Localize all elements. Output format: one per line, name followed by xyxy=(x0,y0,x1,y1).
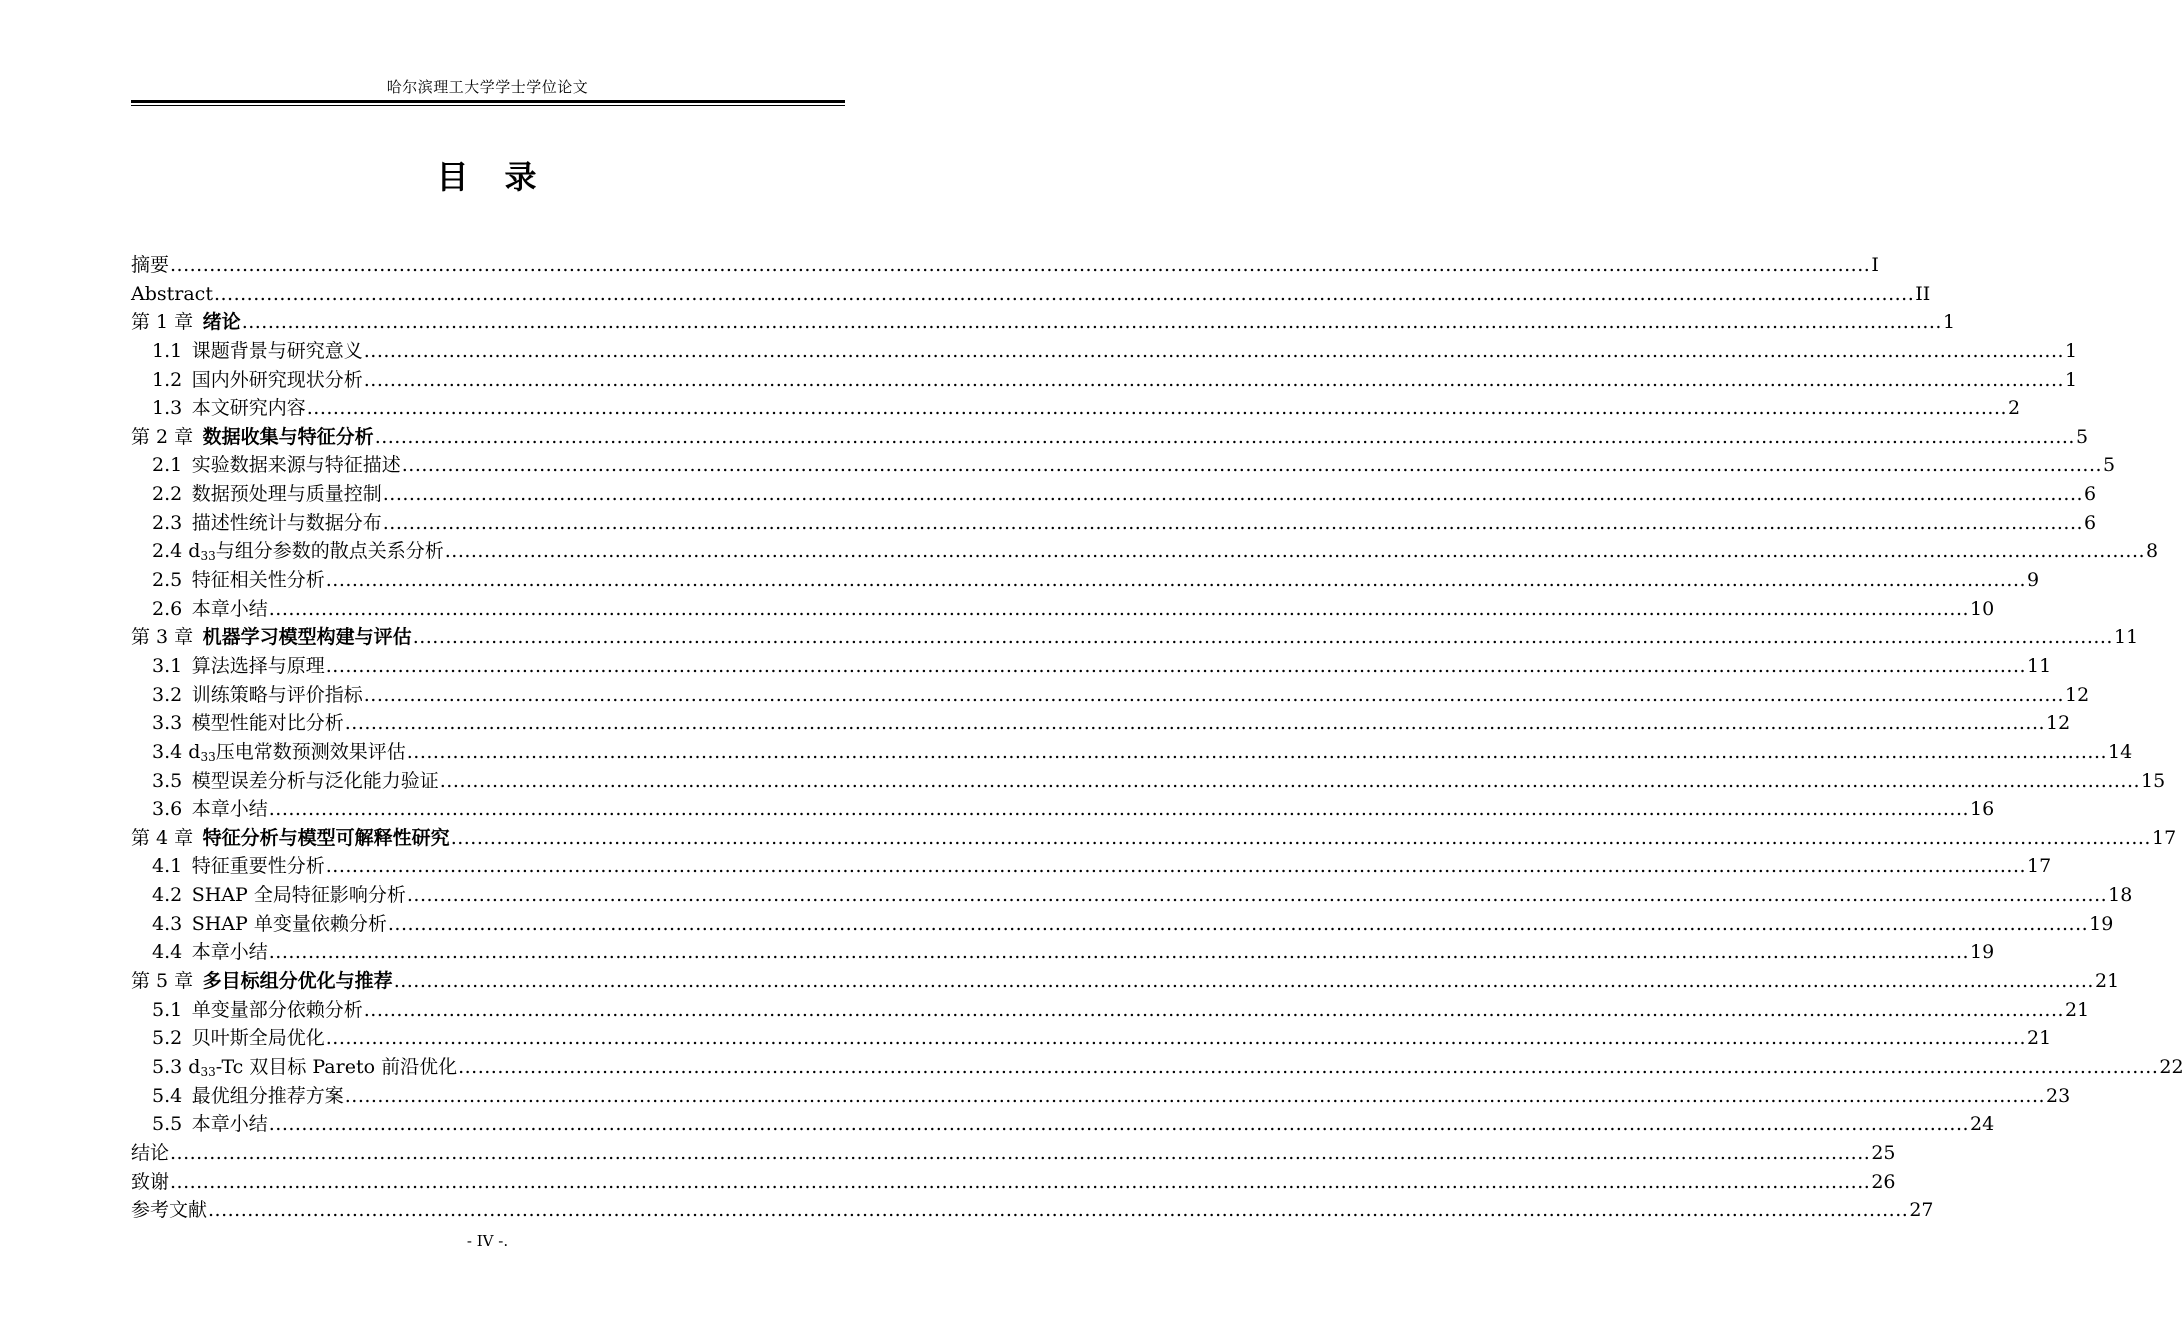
toc-entry-label xyxy=(152,938,268,967)
toc-leader-dots: .................................................................................................................................................................................................................................................................... xyxy=(268,1113,1970,1136)
toc-entry-text: 致谢 xyxy=(131,1170,170,1193)
toc-entry-title xyxy=(192,397,306,419)
toc-entry-text: 绪论 xyxy=(202,311,241,334)
toc-entry-title xyxy=(203,827,450,849)
toc-leader-dots: .................................................................................................................................................................................................................................................................... xyxy=(382,483,2084,506)
toc-entry-page: 5 xyxy=(2075,425,2089,448)
toc-entry-text: 多目标组分优化与推荐 xyxy=(202,970,393,993)
toc-entry-title xyxy=(192,855,325,877)
toc-entry-chapter[interactable] xyxy=(131,308,1956,337)
toc-entry-number: 第 5 章 xyxy=(131,970,194,993)
toc-leader-dots: .................................................................................................................................................................................................................................................................... xyxy=(268,597,1970,620)
toc-entry-text: -Tc 双目标 Pareto 前沿优化 xyxy=(215,1055,458,1078)
toc-entry-section[interactable] xyxy=(131,795,1995,824)
toc-entry-title xyxy=(192,684,363,706)
toc-entry-title xyxy=(203,311,241,333)
toc-entry-page: 22 xyxy=(2159,1055,2184,1078)
toc-entry-title xyxy=(192,340,363,362)
toc-entry-text: 训练策略与评价指标 xyxy=(191,683,363,706)
toc-entry-chapter[interactable] xyxy=(131,280,1931,309)
toc-entry-text: 模型误差分析与泛化能力验证 xyxy=(191,769,439,792)
toc-entry-title xyxy=(131,283,213,305)
toc-entry-subscript: 33 xyxy=(200,549,216,564)
toc-entry-title xyxy=(192,655,325,677)
toc-entry-section[interactable] xyxy=(131,938,1995,967)
toc-entry-chapter[interactable] xyxy=(131,623,2139,652)
toc-entry-number: 1.1 xyxy=(152,339,183,362)
toc-entry-label xyxy=(152,652,325,681)
toc-entry-label xyxy=(131,1139,169,1168)
toc-entry-section[interactable] xyxy=(131,852,2052,881)
toc-entry-page: 25 xyxy=(1871,1141,1896,1164)
toc-entry-text: 参考文献 xyxy=(131,1199,208,1222)
toc-entry-section[interactable] xyxy=(131,366,2078,395)
toc-entry-text: 最优组分推荐方案 xyxy=(191,1084,344,1107)
toc-leader-dots: .................................................................................................................................................................................................................................................................... xyxy=(450,826,2151,849)
toc-entry-section[interactable] xyxy=(131,681,2090,710)
toc-entry-page: 14 xyxy=(2108,740,2133,763)
toc-entry-number: 2.6 xyxy=(152,597,183,620)
toc-leader-dots: .................................................................................................................................................................................................................................................................... xyxy=(393,970,2094,993)
toc-entry-text: 数据预处理与质量控制 xyxy=(191,483,382,506)
toc-entry-title xyxy=(192,483,382,505)
toc-leader-dots: .................................................................................................................................................................................................................................................................... xyxy=(382,511,2084,534)
toc-entry-title xyxy=(192,454,401,476)
toc-entry-symbol: d xyxy=(188,1055,201,1078)
toc-entry-number: 4.3 xyxy=(152,912,183,935)
toc-entry-text: 单变量部分依赖分析 xyxy=(191,998,363,1021)
toc-entry-section[interactable] xyxy=(131,709,2071,738)
toc-entry-label xyxy=(152,795,268,824)
toc-entry-chapter[interactable] xyxy=(131,1196,1934,1225)
toc-leader-dots: .................................................................................................................................................................................................................................................................... xyxy=(439,769,2141,792)
toc-leader-dots: .................................................................................................................................................................................................................................................................... xyxy=(406,740,2108,763)
toc-entry-number: 2.3 xyxy=(152,511,183,534)
table-of-contents xyxy=(131,251,2184,1225)
toc-entry-page: 16 xyxy=(1970,798,1995,821)
toc-leader-dots: .................................................................................................................................................................................................................................................................... xyxy=(363,339,2065,362)
toc-leader-dots: .................................................................................................................................................................................................................................................................... xyxy=(325,654,2027,677)
toc-entry-title xyxy=(192,1113,268,1135)
toc-entry-label xyxy=(152,996,363,1025)
toc-leader-dots: .................................................................................................................................................................................................................................................................... xyxy=(325,855,2027,878)
toc-entry-text: 与组分参数的散点关系分析 xyxy=(215,540,444,563)
toc-entry-section[interactable] xyxy=(131,738,2133,767)
toc-entry-label xyxy=(131,280,213,309)
toc-entry-page: 18 xyxy=(2108,884,2133,907)
toc-entry-text: 描述性统计与数据分布 xyxy=(191,511,382,534)
header-rule-thick xyxy=(131,100,845,103)
toc-entry-page: 6 xyxy=(2084,511,2097,534)
toc-entry-page: 17 xyxy=(2027,855,2052,878)
toc-entry-text: 国内外研究现状分析 xyxy=(191,368,363,391)
toc-entry-page: 19 xyxy=(1970,941,1995,964)
toc-entry-title xyxy=(188,1056,457,1078)
toc-entry-text: 数据收集与特征分析 xyxy=(202,425,374,448)
toc-leader-dots: .................................................................................................................................................................................................................................................................... xyxy=(170,1170,1871,1193)
toc-entry-title xyxy=(192,598,268,620)
toc-entry-number: 3.6 xyxy=(152,798,183,821)
toc-entry-symbol: d xyxy=(188,540,201,563)
header-rule-thin xyxy=(131,105,845,106)
toc-entry-page: 21 xyxy=(2094,970,2120,993)
toc-entry-title xyxy=(188,741,405,763)
toc-entry-number: 第 1 章 xyxy=(131,311,194,334)
toc-entry-text: 本章小结 xyxy=(191,597,268,620)
toc-entry-label xyxy=(152,595,268,624)
toc-leader-dots: .................................................................................................................................................................................................................................................................... xyxy=(325,569,2027,592)
toc-entry-text: 模型性能对比分析 xyxy=(191,712,344,735)
toc-entry-number: 2.2 xyxy=(152,483,183,506)
toc-entry-title xyxy=(192,369,363,391)
toc-entry-page: 27 xyxy=(1909,1199,1934,1222)
toc-entry-label xyxy=(152,881,406,910)
toc-entry-title xyxy=(192,712,344,734)
toc-entry-title xyxy=(192,770,439,792)
toc-entry-text: 压电常数预测效果评估 xyxy=(215,740,406,763)
toc-entry-label xyxy=(131,623,412,652)
toc-entry-title xyxy=(192,1085,344,1107)
toc-entry-number: 2.4 xyxy=(152,540,183,563)
toc-entry-section[interactable] xyxy=(131,881,2133,910)
toc-entry-text: 特征相关性分析 xyxy=(191,569,325,592)
toc-leader-dots: .................................................................................................................................................................................................................................................................... xyxy=(268,798,1970,821)
toc-entry-section[interactable] xyxy=(131,480,2097,509)
toc-entry-label xyxy=(152,709,344,738)
toc-entry-label xyxy=(131,824,450,853)
toc-entry-title xyxy=(131,1199,207,1221)
toc-entry-page: 11 xyxy=(2113,626,2139,649)
toc-entry-subscript: 33 xyxy=(200,749,216,764)
toc-entry-number: 5.3 xyxy=(152,1055,183,1078)
toc-entry-text: 特征分析与模型可解释性研究 xyxy=(202,826,450,849)
toc-entry-title xyxy=(131,254,169,276)
toc-entry-page: 15 xyxy=(2141,769,2166,792)
toc-entry-text: 本章小结 xyxy=(191,798,268,821)
toc-entry-number: 4.1 xyxy=(152,855,183,878)
page-title xyxy=(0,152,975,198)
toc-entry-number: 3.4 xyxy=(152,740,183,763)
toc-entry-label xyxy=(152,1082,344,1111)
toc-entry-label xyxy=(152,394,306,423)
toc-entry-section[interactable] xyxy=(131,652,2052,681)
toc-entry-page: 2 xyxy=(2008,397,2021,420)
toc-leader-dots: .................................................................................................................................................................................................................................................................... xyxy=(406,884,2108,907)
toc-entry-label xyxy=(152,1024,325,1053)
toc-entry-title xyxy=(192,999,363,1021)
toc-entry-text: 贝叶斯全局优化 xyxy=(191,1027,325,1050)
toc-entry-title xyxy=(192,798,268,820)
toc-entry-page: 10 xyxy=(1970,597,1995,620)
toc-entry-label xyxy=(152,738,406,767)
toc-entry-symbol: d xyxy=(188,740,201,763)
toc-entry-page: 17 xyxy=(2151,826,2177,849)
toc-entry-label xyxy=(152,509,382,538)
toc-entry-page: 12 xyxy=(2065,683,2090,706)
toc-entry-section[interactable] xyxy=(131,394,2021,423)
toc-entry-chapter[interactable] xyxy=(131,824,2177,853)
toc-entry-text: 课题背景与研究意义 xyxy=(191,339,363,362)
toc-entry-page: 23 xyxy=(2046,1084,2071,1107)
toc-leader-dots: .................................................................................................................................................................................................................................................................... xyxy=(306,397,2008,420)
toc-leader-dots: .................................................................................................................................................................................................................................................................... xyxy=(325,1027,2027,1050)
toc-entry-text: Abstract xyxy=(131,282,213,305)
toc-entry-page: 1 xyxy=(1942,311,1956,334)
toc-entry-title xyxy=(203,970,393,992)
toc-entry-label xyxy=(131,423,374,452)
toc-entry-page: 21 xyxy=(2027,1027,2052,1050)
toc-entry-label xyxy=(152,480,382,509)
toc-entry-label xyxy=(152,537,444,566)
toc-entry-number: 第 3 章 xyxy=(131,626,194,649)
toc-entry-title xyxy=(192,884,406,906)
toc-leader-dots: .................................................................................................................................................................................................................................................................... xyxy=(374,425,2075,448)
toc-entry-number: 5.2 xyxy=(152,1027,183,1050)
toc-entry-chapter[interactable] xyxy=(131,1139,1896,1168)
toc-entry-page: I xyxy=(1871,254,1879,276)
toc-entry-section[interactable] xyxy=(131,566,2040,595)
toc-entry-title xyxy=(192,941,268,963)
toc-leader-dots: .................................................................................................................................................................................................................................................................... xyxy=(170,1141,1871,1164)
toc-entry-label xyxy=(152,767,439,796)
toc-entry-page: 24 xyxy=(1970,1113,1995,1136)
toc-leader-dots: .................................................................................................................................................................................................................................................................... xyxy=(170,254,1871,276)
toc-entry-page: 26 xyxy=(1871,1170,1896,1193)
toc-entry-chapter[interactable] xyxy=(131,1168,1896,1197)
toc-entry-page: 21 xyxy=(2065,998,2090,1021)
toc-entry-title xyxy=(131,1142,169,1164)
title-char-1: 目 xyxy=(436,158,471,196)
toc-entry-page: 1 xyxy=(2065,339,2078,362)
toc-entry-section[interactable] xyxy=(131,1024,2052,1053)
toc-entry-chapter[interactable] xyxy=(131,423,2089,452)
toc-entry-chapter[interactable] xyxy=(131,967,2120,996)
toc-entry-title xyxy=(192,512,382,534)
toc-entry-number: 4.4 xyxy=(152,941,183,964)
toc-entry-label xyxy=(152,852,325,881)
toc-entry-text: 本章小结 xyxy=(191,941,268,964)
toc-entry-text: 本章小结 xyxy=(191,1113,268,1136)
toc-leader-dots: .................................................................................................................................................................................................................................................................... xyxy=(458,1055,2159,1078)
toc-entry-subscript: 33 xyxy=(200,1064,216,1079)
toc-entry-text: 摘要 xyxy=(131,254,170,276)
toc-entry-section[interactable] xyxy=(131,595,1995,624)
toc-entry-label xyxy=(131,308,241,337)
toc-leader-dots: .................................................................................................................................................................................................................................................................... xyxy=(344,1084,2046,1107)
toc-entry-text: SHAP 全局特征影响分析 xyxy=(191,884,406,907)
toc-entry-page: II xyxy=(1915,282,1931,305)
toc-entry-title xyxy=(188,540,443,562)
toc-entry-text: SHAP 单变量依赖分析 xyxy=(191,912,387,935)
toc-entry-number: 3.3 xyxy=(152,712,183,735)
toc-entry-number: 4.2 xyxy=(152,884,183,907)
toc-entry-number: 5.1 xyxy=(152,998,183,1021)
toc-entry-page: 11 xyxy=(2027,654,2052,677)
toc-entry-number: 第 4 章 xyxy=(131,826,194,849)
toc-entry-label xyxy=(131,251,169,280)
toc-leader-dots: .................................................................................................................................................................................................................................................................... xyxy=(213,282,1915,305)
toc-entry-section[interactable] xyxy=(131,910,2114,939)
toc-entry-section[interactable] xyxy=(131,537,2159,566)
toc-entry-label xyxy=(152,910,387,939)
toc-entry-number: 3.2 xyxy=(152,683,183,706)
toc-leader-dots: .................................................................................................................................................................................................................................................................... xyxy=(412,626,2113,649)
running-header: 哈尔滨理工大学学士学位论文 xyxy=(386,78,589,96)
toc-entry-label xyxy=(131,1168,169,1197)
toc-leader-dots: .................................................................................................................................................................................................................................................................... xyxy=(363,368,2065,391)
toc-leader-dots: .................................................................................................................................................................................................................................................................... xyxy=(208,1199,1909,1222)
toc-entry-text: 特征重要性分析 xyxy=(191,855,325,878)
toc-leader-dots: .................................................................................................................................................................................................................................................................... xyxy=(363,683,2065,706)
toc-entry-number: 3.1 xyxy=(152,654,183,677)
toc-entry-text: 算法选择与原理 xyxy=(191,654,325,677)
toc-entry-section[interactable] xyxy=(131,1110,1995,1139)
toc-entry-label xyxy=(131,1196,207,1225)
toc-entry-page: 5 xyxy=(2103,454,2116,477)
toc-entry-label xyxy=(152,681,363,710)
toc-entry-page: 19 xyxy=(2089,912,2114,935)
title-char-2: 录 xyxy=(504,158,539,196)
toc-entry-label xyxy=(152,366,363,395)
toc-entry-text: 实验数据来源与特征描述 xyxy=(191,454,401,477)
toc-entry-label xyxy=(152,337,363,366)
toc-entry-label xyxy=(152,451,401,480)
toc-entry-title xyxy=(192,569,325,591)
toc-entry-number: 第 2 章 xyxy=(131,425,194,448)
toc-leader-dots: .................................................................................................................................................................................................................................................................... xyxy=(241,311,1942,334)
toc-entry-number: 2.1 xyxy=(152,454,183,477)
toc-entry-section[interactable] xyxy=(131,767,2166,796)
toc-leader-dots: .................................................................................................................................................................................................................................................................... xyxy=(363,998,2065,1021)
page-number: - IV -. xyxy=(466,1232,509,1250)
toc-entry-label xyxy=(131,967,393,996)
toc-entry-label xyxy=(152,1053,457,1082)
toc-entry-page: 1 xyxy=(2065,368,2078,391)
toc-leader-dots: .................................................................................................................................................................................................................................................................... xyxy=(444,540,2146,563)
toc-entry-title xyxy=(192,1027,325,1049)
toc-entry-title xyxy=(192,913,387,935)
toc-entry-page: 6 xyxy=(2084,483,2097,506)
toc-leader-dots: .................................................................................................................................................................................................................................................................... xyxy=(401,454,2103,477)
toc-entry-number: 5.5 xyxy=(152,1113,183,1136)
toc-entry-title xyxy=(203,426,374,448)
toc-entry-chapter[interactable] xyxy=(131,251,1879,280)
toc-entry-label xyxy=(152,566,325,595)
toc-entry-section[interactable] xyxy=(131,1053,2184,1082)
toc-entry-label xyxy=(152,1110,268,1139)
toc-entry-page: 12 xyxy=(2046,712,2071,735)
toc-entry-text: 机器学习模型构建与评估 xyxy=(202,626,412,649)
toc-entry-number: 2.5 xyxy=(152,569,183,592)
toc-entry-text: 本文研究内容 xyxy=(191,397,306,420)
toc-entry-section[interactable] xyxy=(131,337,2078,366)
toc-entry-page: 9 xyxy=(2027,569,2040,592)
toc-entry-page: 8 xyxy=(2146,540,2159,563)
toc-entry-text: 结论 xyxy=(131,1141,170,1164)
toc-entry-section[interactable] xyxy=(131,509,2097,538)
toc-entry-title xyxy=(203,626,412,648)
toc-entry-section[interactable] xyxy=(131,451,2116,480)
toc-entry-number: 3.5 xyxy=(152,769,183,792)
toc-entry-number: 1.3 xyxy=(152,397,183,420)
toc-leader-dots: .................................................................................................................................................................................................................................................................... xyxy=(268,941,1970,964)
toc-leader-dots: .................................................................................................................................................................................................................................................................... xyxy=(344,712,2046,735)
toc-entry-number: 5.4 xyxy=(152,1084,183,1107)
toc-leader-dots: .................................................................................................................................................................................................................................................................... xyxy=(387,912,2089,935)
toc-entry-section[interactable] xyxy=(131,1082,2071,1111)
toc-entry-number: 1.2 xyxy=(152,368,183,391)
toc-entry-title xyxy=(131,1171,169,1193)
toc-entry-section[interactable] xyxy=(131,996,2090,1025)
